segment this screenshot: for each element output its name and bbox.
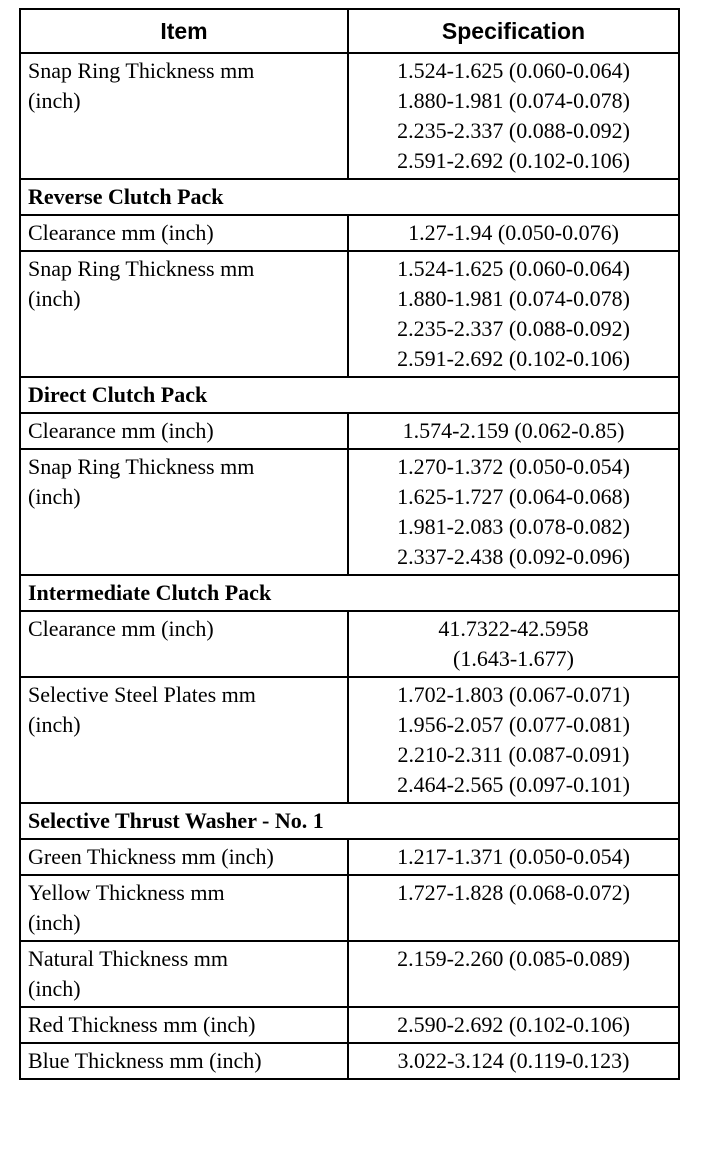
- table-row: [20, 875, 679, 941]
- spec-line: 1.981-2.083 (0.078-0.082): [397, 514, 630, 539]
- spec-cell: [348, 53, 679, 179]
- item-line: Clearance mm (inch): [28, 418, 214, 443]
- spec-line: 1.524-1.625 (0.060-0.064): [397, 58, 630, 83]
- item-line: Selective Steel Plates mm: [28, 682, 256, 707]
- spec-cell: [348, 611, 679, 677]
- table-row: [20, 941, 679, 1007]
- spec-cell: [348, 941, 679, 1007]
- spec-line: 2.464-2.565 (0.097-0.101): [397, 772, 630, 797]
- spec-line: 2.591-2.692 (0.102-0.106): [397, 148, 630, 173]
- item-cell: [20, 677, 348, 803]
- section-title: Selective Thrust Washer - No. 1: [20, 803, 679, 839]
- table-row: [20, 839, 679, 875]
- table-body: [20, 53, 679, 1079]
- section-row: [20, 803, 679, 839]
- section-title: Intermediate Clutch Pack: [20, 575, 679, 611]
- item-line: Snap Ring Thickness mm: [28, 58, 255, 83]
- spec-cell: [348, 215, 679, 251]
- spec-line: 2.590-2.692 (0.102-0.106): [397, 1012, 630, 1037]
- table-row: [20, 215, 679, 251]
- spec-line: (1.643-1.677): [453, 646, 574, 671]
- spec-line: 1.880-1.981 (0.074-0.078): [397, 286, 630, 311]
- item-cell: [20, 1043, 348, 1079]
- spec-cell: [348, 413, 679, 449]
- item-line: (inch): [28, 976, 81, 1001]
- spec-line: 1.574-2.159 (0.062-0.85): [402, 418, 625, 443]
- table-row: [20, 677, 679, 803]
- spec-line: 1.217-1.371 (0.050-0.054): [397, 844, 630, 869]
- spec-cell: [348, 677, 679, 803]
- item-line: (inch): [28, 712, 81, 737]
- item-cell: [20, 53, 348, 179]
- table-row: [20, 449, 679, 575]
- item-line: Clearance mm (inch): [28, 616, 214, 641]
- spec-line: 1.727-1.828 (0.068-0.072): [397, 880, 630, 905]
- spec-line: 1.880-1.981 (0.074-0.078): [397, 88, 630, 113]
- item-line: (inch): [28, 910, 81, 935]
- spec-cell: [348, 449, 679, 575]
- table-row: [20, 1007, 679, 1043]
- item-line: (inch): [28, 88, 81, 113]
- table-row: [20, 1043, 679, 1079]
- section-title: Reverse Clutch Pack: [20, 179, 679, 215]
- table-row: [20, 53, 679, 179]
- header-row: [20, 9, 679, 53]
- spec-line: 2.159-2.260 (0.085-0.089): [397, 946, 630, 971]
- spec-line: 1.702-1.803 (0.067-0.071): [397, 682, 630, 707]
- spec-cell: [348, 1007, 679, 1043]
- spec-line: 2.210-2.311 (0.087-0.091): [397, 742, 630, 767]
- item-line: Snap Ring Thickness mm: [28, 454, 255, 479]
- header-specification: Specification: [348, 9, 679, 53]
- section-row: [20, 179, 679, 215]
- item-line: (inch): [28, 286, 81, 311]
- item-line: Snap Ring Thickness mm: [28, 256, 255, 281]
- spec-cell: [348, 875, 679, 941]
- spec-line: 1.524-1.625 (0.060-0.064): [397, 256, 630, 281]
- spec-cell: [348, 251, 679, 377]
- item-cell: [20, 941, 348, 1007]
- item-line: (inch): [28, 484, 81, 509]
- spec-line: 1.270-1.372 (0.050-0.054): [397, 454, 630, 479]
- spec-line: 1.27-1.94 (0.050-0.076): [408, 220, 619, 245]
- item-line: Clearance mm (inch): [28, 220, 214, 245]
- item-line: Yellow Thickness mm: [28, 880, 225, 905]
- item-cell: [20, 215, 348, 251]
- item-cell: [20, 611, 348, 677]
- section-title: Direct Clutch Pack: [20, 377, 679, 413]
- item-line: Red Thickness mm (inch): [28, 1012, 256, 1037]
- table-row: [20, 251, 679, 377]
- item-cell: [20, 413, 348, 449]
- item-cell: [20, 875, 348, 941]
- spec-line: 1.956-2.057 (0.077-0.081): [397, 712, 630, 737]
- spec-line: 3.022-3.124 (0.119-0.123): [397, 1048, 630, 1073]
- spec-table: [19, 8, 680, 1080]
- spec-line: 2.591-2.692 (0.102-0.106): [397, 346, 630, 371]
- spec-cell: [348, 1043, 679, 1079]
- item-cell: [20, 1007, 348, 1043]
- item-line: Blue Thickness mm (inch): [28, 1048, 262, 1073]
- table-row: [20, 611, 679, 677]
- item-line: Natural Thickness mm: [28, 946, 228, 971]
- header-item: Item: [20, 9, 348, 53]
- spec-line: 2.235-2.337 (0.088-0.092): [397, 118, 630, 143]
- item-cell: [20, 449, 348, 575]
- spec-line: 41.7322-42.5958: [438, 616, 589, 641]
- spec-line: 2.337-2.438 (0.092-0.096): [397, 544, 630, 569]
- table-row: [20, 413, 679, 449]
- item-line: Green Thickness mm (inch): [28, 844, 274, 869]
- spec-line: 1.625-1.727 (0.064-0.068): [397, 484, 630, 509]
- section-row: [20, 377, 679, 413]
- item-cell: [20, 251, 348, 377]
- item-cell: [20, 839, 348, 875]
- section-row: [20, 575, 679, 611]
- spec-cell: [348, 839, 679, 875]
- spec-line: 2.235-2.337 (0.088-0.092): [397, 316, 630, 341]
